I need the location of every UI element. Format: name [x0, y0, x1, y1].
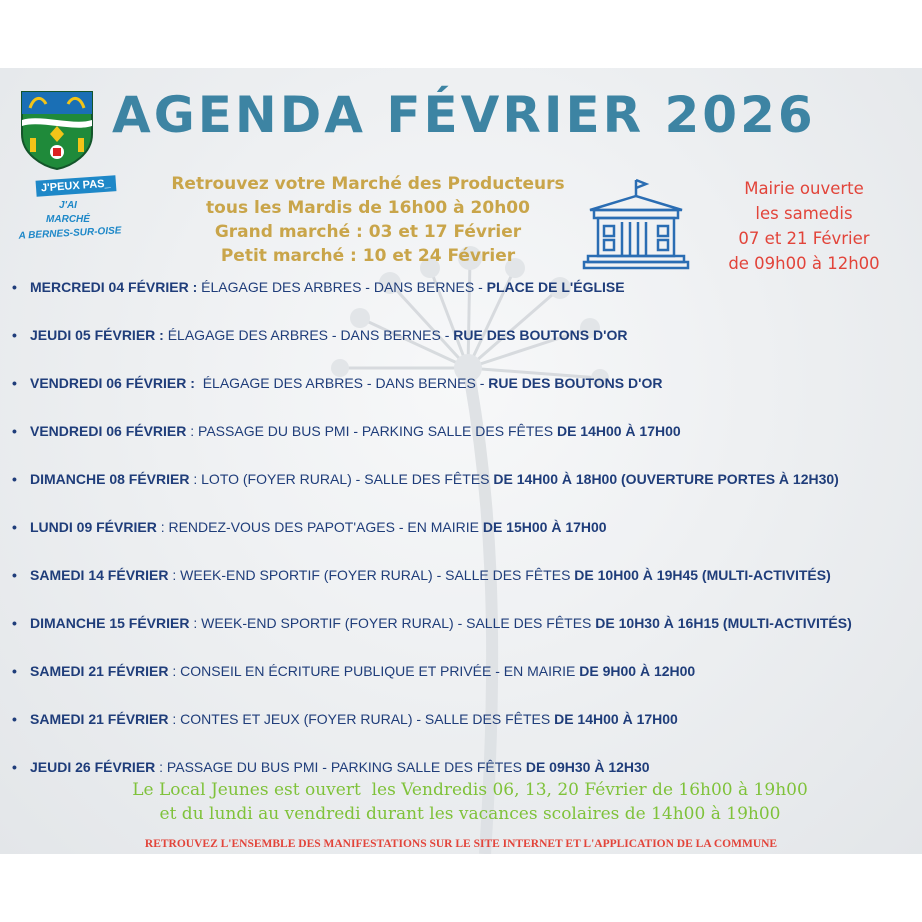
page-title: AGENDA FÉVRIER 2026	[112, 86, 816, 144]
bullet-icon: •	[12, 519, 17, 535]
event-date: JEUDI 05 FÉVRIER :	[30, 327, 164, 343]
town-crest-logo	[20, 90, 94, 170]
bullet-icon: •	[12, 279, 17, 295]
bullet-icon: •	[12, 663, 17, 679]
agenda-poster	[0, 68, 922, 854]
event-date: LUNDI 09 FÉVRIER	[30, 519, 157, 535]
mairie-hours-info	[692, 176, 916, 276]
list-item	[12, 756, 650, 778]
list-item	[12, 372, 662, 394]
list-item	[12, 660, 695, 682]
event-date: SAMEDI 21 FÉVRIER	[30, 711, 169, 727]
event-time: RUE DES BOUTONS D'OR	[488, 375, 663, 391]
list-item	[12, 276, 625, 298]
event-time: DE 9H00 À 12H00	[579, 663, 696, 679]
event-time: DE 14H00 À 18H00 (OUVERTURE PORTES À 12H30)	[493, 471, 839, 487]
mairie-line-3: 07 et 21 Février	[738, 229, 870, 248]
event-description: : LOTO (FOYER RURAL) - SALLE DES FÊTES	[189, 471, 494, 487]
event-date: DIMANCHE 08 FÉVRIER	[30, 471, 190, 487]
event-date: SAMEDI 21 FÉVRIER	[30, 663, 169, 679]
local-jeunes-line-1: Le Local Jeunes est ouvert les Vendredis 06, 13, 20 Février de 16h00 à 19h00	[132, 780, 808, 800]
event-time: DE 10H30 À 16H15 (MULTI-ACTIVITÉS)	[595, 615, 852, 631]
bullet-icon: •	[12, 327, 17, 343]
event-date: SAMEDI 14 FÉVRIER	[30, 567, 169, 583]
producers-market-info	[108, 172, 628, 268]
list-item	[12, 612, 852, 634]
list-item	[12, 324, 627, 346]
event-description: : CONSEIL EN ÉCRITURE PUBLIQUE ET PRIVÉE - EN MAIRIE	[168, 663, 580, 679]
badge-line-3: A BERNES-SUR-OISE	[18, 225, 122, 242]
event-date: JEUDI 26 FÉVRIER	[30, 759, 156, 775]
bullet-icon: •	[12, 759, 17, 775]
event-date: VENDREDI 06 FÉVRIER :	[30, 375, 195, 391]
badge-line-2: MARCHÉ	[46, 214, 90, 225]
bullet-icon: •	[12, 471, 17, 487]
producers-line-4: Petit marché : 10 et 24 Février	[220, 246, 516, 266]
event-description: : PASSAGE DU BUS PMI - PARKING SALLE DES FÊTES	[186, 423, 557, 439]
mairie-line-4: de 09h00 à 12h00	[728, 254, 880, 273]
bullet-icon: •	[12, 423, 17, 439]
producers-line-3: Grand marché : 03 et 17 Février	[214, 222, 522, 242]
local-jeunes-line-2: et du lundi au vendredi durant les vacances scolaires de 14h00 à 19h00	[159, 804, 781, 824]
list-item	[12, 516, 607, 538]
event-description: : WEEK-END SPORTIF (FOYER RURAL) - SALLE DES FÊTES	[168, 567, 575, 583]
event-description: : RENDEZ-VOUS DES PAPOT'AGES - EN MAIRIE	[156, 519, 483, 535]
event-description: ÉLAGAGE DES ARBRES - DANS BERNES -	[163, 327, 454, 343]
list-item	[12, 420, 681, 442]
list-item	[12, 468, 839, 490]
event-time: DE 10H00 À 19H45 (MULTI-ACTIVITÉS)	[574, 567, 831, 583]
list-item	[12, 564, 831, 586]
badge-tag: J'PEUX PAS_	[36, 175, 117, 197]
badge-line-1: J'AI	[59, 200, 77, 211]
event-description: ÉLAGAGE DES ARBRES - DANS BERNES -	[194, 375, 489, 391]
event-date: VENDREDI 06 FÉVRIER	[30, 423, 187, 439]
producers-line-2: tous les Mardis de 16h00 à 20h00	[206, 198, 530, 218]
event-time: DE 14H00 À 17H00	[556, 423, 681, 439]
event-description: ÉLAGAGE DES ARBRES - DANS BERNES -	[197, 279, 487, 295]
bullet-icon: •	[12, 375, 17, 391]
event-time: DE 09H30 À 12H30	[525, 759, 650, 775]
local-jeunes-info	[60, 778, 880, 826]
event-date: DIMANCHE 15 FÉVRIER	[30, 615, 190, 631]
event-description: : CONTES ET JEUX (FOYER RURAL) - SALLE DES FÊTES	[168, 711, 555, 727]
event-time: DE 14H00 À 17H00	[554, 711, 678, 727]
producers-line-1: Retrouvez votre Marché des Producteurs	[171, 174, 565, 194]
mairie-line-1: Mairie ouverte	[744, 179, 864, 198]
event-description: : WEEK-END SPORTIF (FOYER RURAL) - SALLE DES FÊTES	[189, 615, 596, 631]
event-description: : PASSAGE DU BUS PMI - PARKING SALLE DES FÊTES	[155, 759, 526, 775]
event-time: RUE DES BOUTONS D'OR	[453, 327, 628, 343]
event-time: DE 15H00 À 17H00	[482, 519, 607, 535]
bullet-icon: •	[12, 615, 17, 631]
mairie-line-2: les samedis	[755, 204, 853, 223]
event-date: MERCREDI 04 FÉVRIER :	[30, 279, 198, 295]
list-item	[12, 708, 678, 730]
bullet-icon: •	[12, 567, 17, 583]
event-time: PLACE DE L'ÉGLISE	[486, 279, 625, 295]
footer-notice: RETROUVEZ L'ENSEMBLE DES MANIFESTATIONS SUR LE SITE INTERNET ET L'APPLICATION DE LA COMMUNE	[144, 838, 778, 850]
bullet-icon: •	[12, 711, 17, 727]
town-hall-icon	[580, 176, 692, 272]
